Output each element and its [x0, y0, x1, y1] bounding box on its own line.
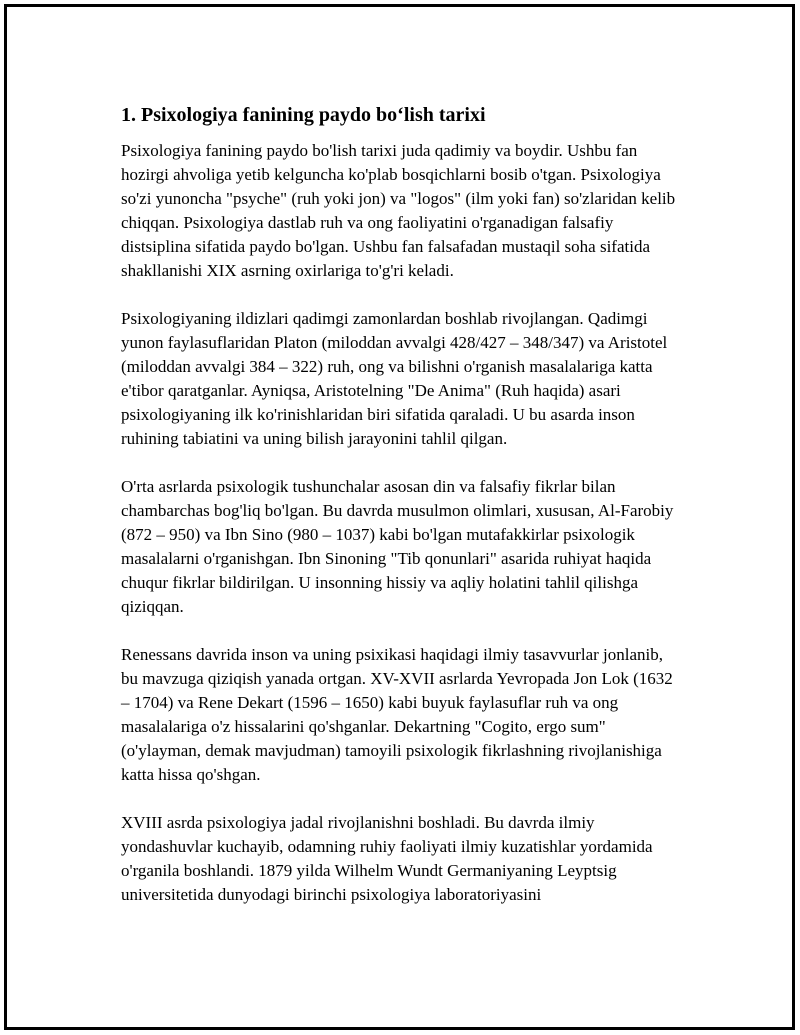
- paragraph-4: Renessans davrida inson va uning psixikasi haqidagi ilmiy tasavvurlar jonlanib, bu mavzuga qiziqish yanada ortgan. XV-XVII asrlarda Yevropada Jon Lok (1632 – 1704) va Rene Dekart (1596 – 1650) kabi buyuk faylasuflar ruh va ong masalalariga o'z hissalarini qo'shganlar. Dekartning "Cogito, ergo sum" (o'ylayman, demak mavjudman) tamoyili psixologik fikrlashning rivojlanishiga katta hissa qo'shgan.: [121, 645, 673, 784]
- paragraph-5: XVIII asrda psixologiya jadal rivojlanishni boshladi. Bu davrda ilmiy yondashuvlar kuchayib, odamning ruhiy faoliyati ilmiy kuzatishlar yordamida o'rganila boshlandi. 1879 yilda Wilhelm Wundt Germaniyaning Leyptsig universitetida dunyodagi birinchi psixologiya laboratoriyasini: [121, 813, 653, 904]
- paragraph-3: O'rta asrlarda psixologik tushunchalar asosan din va falsafiy fikrlar bilan chambarchas bog'liq bo'lgan. Bu davrda musulmon olimlari, xususan, Al-Farobiy (872 – 950) va Ibn Sino (980 – 1037) kabi bo'lgan mutafakkirlar psixologik masalalarni o'rganishgan. Ibn Sinoning "Tib qonunlari" asarida ruhiyat haqida chuqur fikrlar bildirilgan. U insonning hissiy va aqliy holatini tahlil qilishga qiziqqan.: [121, 477, 674, 616]
- document-title: 1. Psixologiya fanining paydo bo‘lish tarixi: [121, 104, 486, 126]
- paragraph-2: Psixologiyaning ildizlari qadimgi zamonlardan boshlab rivojlangan. Qadimgi yunon faylasuflaridan Platon (miloddan avvalgi 428/427 – 348/347) va Aristotel (miloddan avvalgi 384 – 322) ruh, ong va bilishni o'rganish masalalariga katta e'tibor qaratganlar. Ayniqsa, Aristotelning "De Anima" (Ruh haqida) asari psixologiyaning ilk ko'rinishlaridan biri sifatida qaraladi. U bu asarda inson ruhining tabiatini va uning bilish jarayonini tahlil qilgan.: [121, 309, 668, 448]
- document-body: [121, 101, 681, 931]
- paragraph-1: Psixologiya fanining paydo bo'lish tarixi juda qadimiy va boydir. Ushbu fan hozirgi ahvoliga yetib kelguncha ko'plab bosqichlarni bosib o'tgan. Psixologiya so'zi yunoncha "psyche" (ruh yoki jon) va "logos" (ilm yoki fan) so'zlaridan kelib chiqqan. Psixologiya dastlab ruh va ong faoliyatini o'rganadigan falsafiy distsiplina sifatida paydo bo'lgan. Ushbu fan falsafadan mustaqil soha sifatida shakllanishi XIX asrning oxirlariga to'g'ri keladi.: [121, 141, 676, 280]
- page-frame: [4, 4, 795, 1030]
